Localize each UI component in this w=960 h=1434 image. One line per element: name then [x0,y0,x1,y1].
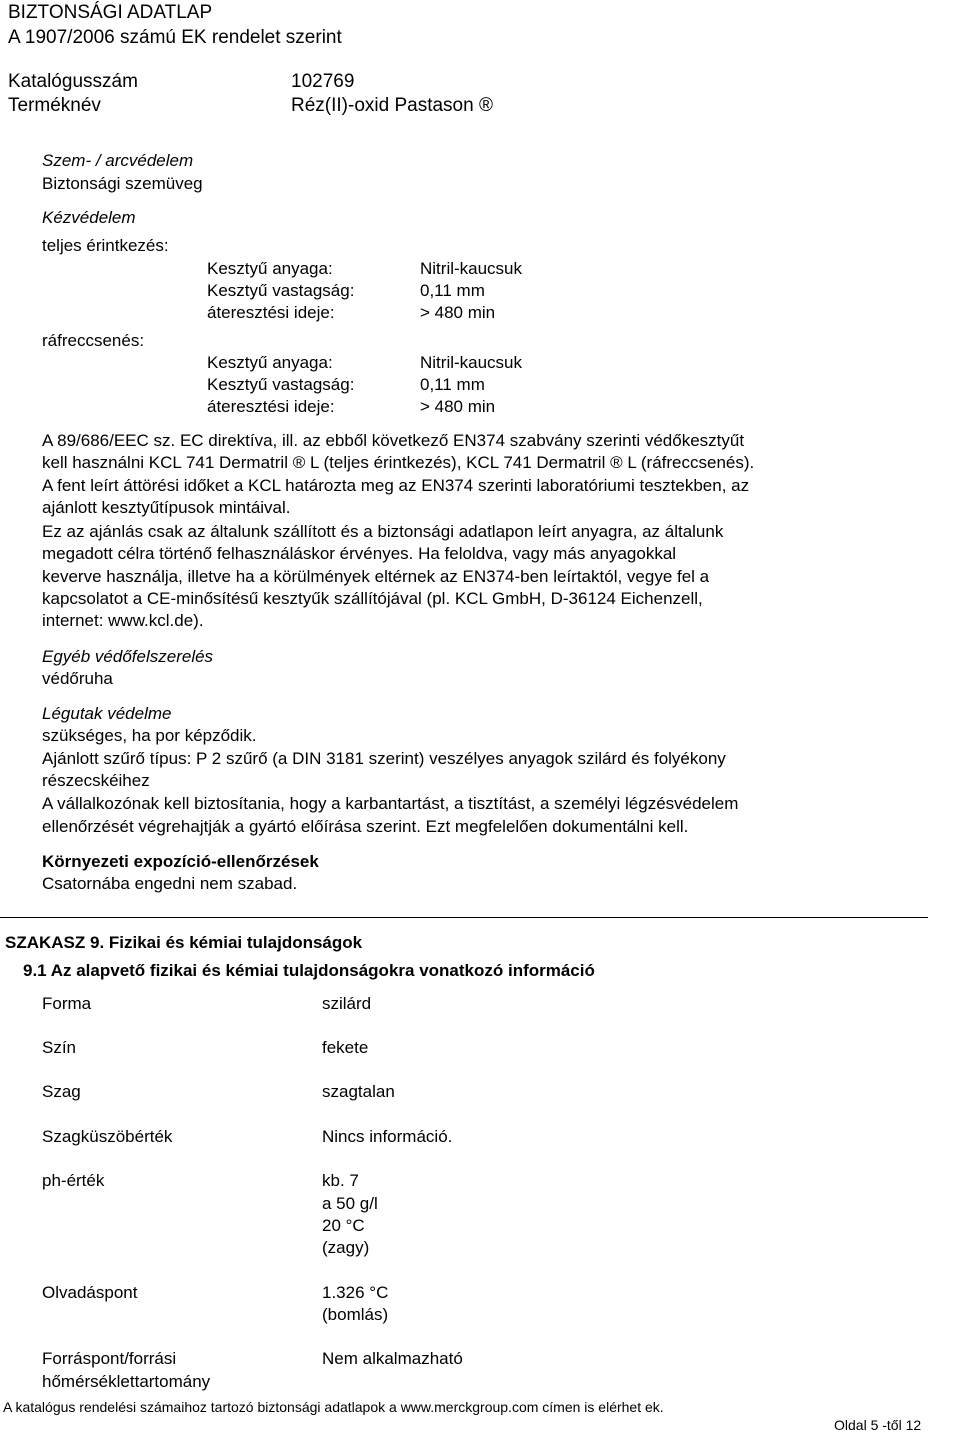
paragraph-line: kapcsolatot a CE-minősítésű kesztyűk szállítójával (pl. KCL GmbH, D-36124 Eichenzell, [42,588,703,608]
product-label: Terméknév [8,95,101,116]
catalog-value: 102769 [291,71,355,92]
environmental-exposure-heading: Környezeti expozíció-ellenőrzések [42,852,319,871]
property-name: Szín [42,1038,77,1057]
respiratory-line: ellenőrzését végrehajtják a gyártó előírása szerint. Ezt megfelelően dokumentálni kell. [42,817,689,836]
property-value: 1.326 °C [322,1283,389,1302]
product-value: Réz(II)-oxid Pastason ® [291,95,493,116]
paragraph-line: A fent leírt áttörési időket a KCL határozta meg az EN374 szerinti laboratóriumi tesztekben, az [42,475,750,495]
glove-property-value: 0,11 mm [420,281,485,300]
footer-note: A katalógus rendelési számaihoz tartozó biztonsági adatlapok a www.merckgroup.com címen is elérhet ek. [3,1399,664,1415]
eye-protection-heading: Szem- / arcvédelem [42,151,194,170]
glove-directive-paragraph [42,430,817,519]
catalog-label: Katalógusszám [8,71,138,92]
property-value: fekete [322,1038,369,1057]
other-protection-heading: Egyéb védőfelszerelés [42,647,214,666]
respiratory-line: Ajánlott szűrő típus: P 2 szűrő (a DIN 3181 szerint) veszélyes anyagok szilárd és folyékony [42,749,726,768]
property-name: Olvadáspont [42,1283,138,1302]
glove-property-key: Kesztyű vastagság: [207,281,355,300]
property-value: Nem alkalmazható [322,1349,463,1368]
property-value: (bomlás) [322,1305,389,1324]
property-name: Forma [42,994,92,1013]
paragraph-line: internet: www.kcl.de). [42,611,204,631]
paragraph-line: Ez az ajánlás csak az általunk szállított és a biztonsági adatlapon leírt anyagra, az általunk [42,522,724,541]
glove-property-value: > 480 min [420,303,496,322]
property-name: Szagküszöbérték [42,1127,173,1146]
property-value: 20 °C [322,1216,365,1235]
page-number: Oldal 5 -től 12 [834,1417,922,1433]
property-value: (zagy) [322,1238,370,1257]
glove-property-key: Kesztyű anyaga: [207,259,333,278]
property-name: ph-érték [42,1171,105,1190]
regulation-subtitle: A 1907/2006 számú EK rendelet szerint [8,27,342,48]
property-name: hőmérséklettartomány [42,1372,211,1391]
glove-property-value: 0,11 mm [420,375,485,394]
respiratory-line: A vállalkozónak kell biztosítania, hogy a karbantartást, a tisztítást, a személyi légzésvédelem [42,794,739,813]
paragraph-line: A 89/686/EEC sz. EC direktíva, ill. az ebből következő EN374 szabvány szerinti védőkesztyűt [42,431,745,450]
glove-property-key: áteresztési ideje: [207,303,335,322]
property-value: Nincs információ. [322,1127,453,1146]
eye-protection-text: Biztonsági szemüveg [42,174,203,193]
other-protection-text: védőruha [42,669,113,688]
paragraph-line: ajánlott kesztyűtípusok mintáival. [42,497,291,517]
respiratory-line: részecskéihez [42,771,150,790]
respiratory-line: szükséges, ha por képződik. [42,726,257,745]
property-value: szilárd [322,994,372,1013]
glove-property-value: Nitril-kaucsuk [420,353,523,372]
property-name: Forráspont/forrási [42,1349,177,1368]
paragraph-line: kell használni KCL 741 Dermatril ® L (teljes érintkezés), KCL 741 Dermatril ® L (ráfreccsenés). [42,453,755,473]
section-9-1-subheading: 9.1 Az alapvető fizikai és kémiai tulajdonságokra vonatkozó információ [23,961,595,980]
property-value: a 50 g/l [322,1194,378,1213]
hand-protection-heading: Kézvédelem [42,208,136,227]
contact-type-label: ráfreccsenés: [42,331,145,350]
paragraph-line: keverve használja, illetve ha a körülmények eltérnek az EN374-ben leírtaktól, vegye fel a [42,566,710,586]
respiratory-protection-heading: Légutak védelme [42,704,172,723]
glove-property-value: Nitril-kaucsuk [420,259,523,278]
glove-property-value: > 480 min [420,397,496,416]
contact-type-label: teljes érintkezés: [42,236,169,255]
glove-property-key: Kesztyű anyaga: [207,353,333,372]
section-divider [0,917,928,918]
glove-property-key: Kesztyű vastagság: [207,375,355,394]
paragraph-line: megadott célra történő felhasználáskor érvényes. Ha feloldva, vagy más anyagokkal [42,544,677,564]
environmental-exposure-text: Csatornába engedni nem szabad. [42,874,298,893]
property-value: kb. 7 [322,1171,359,1190]
property-value: szagtalan [322,1082,395,1101]
section-9-heading: SZAKASZ 9. Fizikai és kémiai tulajdonságok [5,933,363,952]
property-name: Szag [42,1082,81,1101]
document-title: BIZTONSÁGI ADATLAP [8,2,213,23]
glove-property-key: áteresztési ideje: [207,397,335,416]
glove-recommendation-paragraph [42,521,817,632]
